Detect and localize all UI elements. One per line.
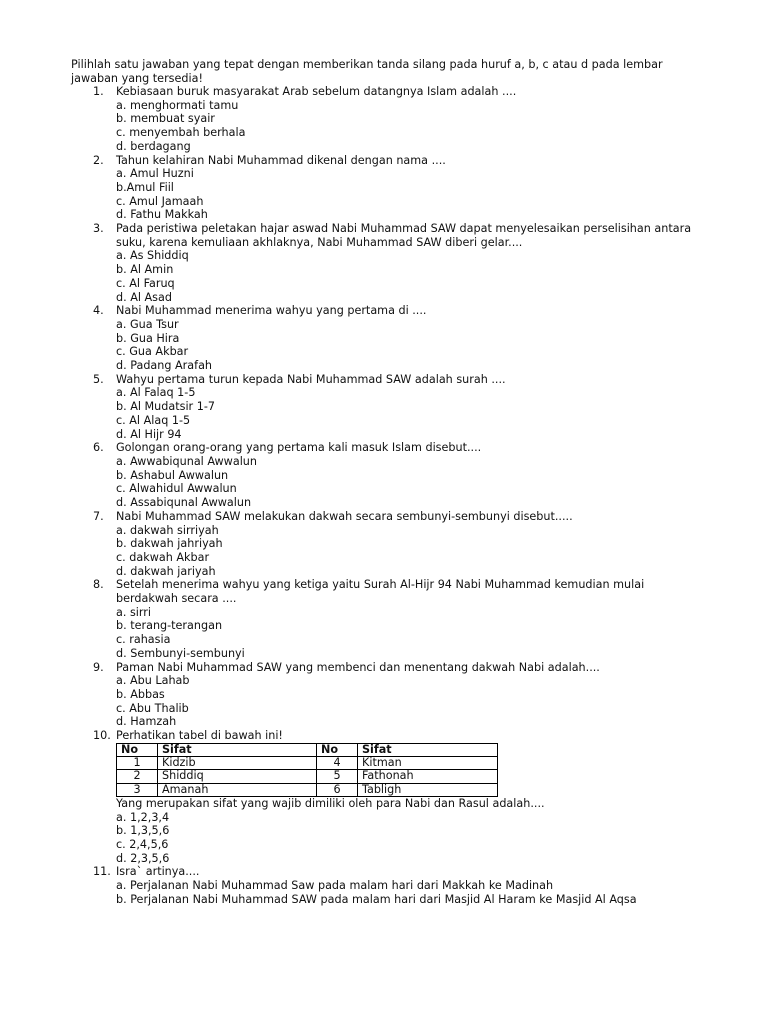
question-10 [71,729,696,865]
option-d: d. Al Hijr 94 [116,427,182,441]
table-row [117,770,498,783]
question-9 [71,661,696,730]
table-header: No [117,743,158,756]
option-a: a. As Shiddiq [116,249,189,263]
question-number: 3. [93,222,104,236]
option-b: b. membuat syair [116,112,215,126]
table-cell: 1 [117,757,158,770]
question-text: Golongan orang-orang yang pertama kali masuk Islam disebut.... [116,441,482,455]
option-a: a. 1,2,3,4 [116,810,170,824]
table-cell: Kidzib [158,757,317,770]
option-c: c. Amul Jamaah [116,194,204,208]
option-b: b. Ashabul Awwalun [116,468,229,482]
question-number: 6. [93,441,104,455]
question-4 [71,304,696,373]
option-b: b. Abbas [116,687,165,701]
option-d: d. Sembunyi-sembunyi [116,646,245,660]
table-row [117,757,498,770]
option-a: a. Amul Huzni [116,167,194,181]
table-cell: 3 [117,783,158,796]
question-list [71,85,696,907]
question-number: 8. [93,578,104,592]
table-cell: Tabligh [358,783,498,796]
table-cell: Shiddiq [158,770,317,783]
question-number: 10. [93,729,111,743]
question-text: Tahun kelahiran Nabi Muhammad dikenal dengan nama .... [116,153,446,167]
table-cell: 4 [317,757,358,770]
question-text: Wahyu pertama turun kepada Nabi Muhammad SAW adalah surah .... [116,372,506,386]
question-number: 5. [93,372,104,386]
option-b: b. Gua Hira [116,331,180,345]
option-a: a. Perjalanan Nabi Muhammad Saw pada malam hari dari Makkah ke Madinah [116,879,554,893]
option-a: a. menghormati tamu [116,98,239,112]
question-1 [71,85,696,154]
option-c: c. dakwah Akbar [116,550,210,564]
question-text: Nabi Muhammad menerima wahyu yang pertama di .... [116,304,427,318]
option-b: b. Al Mudatsir 1-7 [116,400,215,414]
option-b: b. dakwah jahriyah [116,537,223,551]
table-cell: 5 [317,770,358,783]
question-number: 7. [93,509,104,523]
option-d: d. Padang Arafah [116,359,213,373]
option-c: c. Gua Akbar [116,345,189,359]
option-d: d. Hamzah [116,715,177,729]
option-b: b. terang-terangan [116,619,223,633]
question-followup-text: Yang merupakan sifat yang wajib dimiliki oleh para Nabi dan Rasul adalah.... [116,796,545,810]
table-cell: Kitman [358,757,498,770]
option-a: a. Abu Lahab [116,674,190,688]
question-text: Isra` artinya.... [116,865,200,879]
question-text: Kebiasaan buruk masyarakat Arab sebelum datangnya Islam adalah .... [116,85,517,98]
question-2 [71,154,696,223]
table-header: Sifat [358,743,498,756]
table-cell: 6 [317,783,358,796]
option-d: d. 2,3,5,6 [116,851,170,865]
table-header: Sifat [158,743,317,756]
option-a: a. Awwabiqunal Awwalun [116,454,257,468]
question-text: Paman Nabi Muhammad SAW yang membenci dan menentang dakwah Nabi adalah.... [116,660,600,674]
instructions: Pilihlah satu jawaban yang tepat dengan memberikan tanda silang pada huruf a, b, c atau d pada lembar jawaban yang tersedia! [71,58,663,85]
option-c: c. menyembah berhala [116,126,246,140]
option-b: b. 1,3,5,6 [116,824,170,838]
option-c: c. Alwahidul Awwalun [116,482,237,496]
question-number: 9. [93,660,104,674]
question-number: 11. [93,865,111,879]
option-b: b. Al Amin [116,263,174,277]
option-a: a. sirri [116,605,152,619]
question-5 [71,373,696,442]
option-c: c. 2,4,5,6 [116,838,169,852]
question-11 [71,865,696,906]
table-header-row [117,743,498,756]
table-cell: Amanah [158,783,317,796]
option-a: a. Gua Tsur [116,317,179,331]
option-d: d. Al Asad [116,290,172,304]
table-row [117,783,498,796]
table-cell: Fathonah [358,770,498,783]
table-cell: 2 [117,770,158,783]
option-b: b. Perjalanan Nabi Muhammad SAW pada malam hari dari Masjid Al Haram ke Masjid Al Aqsa [116,892,637,906]
question-3 [71,222,696,304]
question-text: Pada peristiwa peletakan hajar aswad Nabi Muhammad SAW dapat menyelesaikan perselisihan antara suku, karena kemuliaan akhlaknya, Nabi Muhammad SAW diberi gelar.... [116,222,692,249]
option-a: a. dakwah sirriyah [116,523,219,537]
sifat-table [116,743,498,797]
option-d: d. berdagang [116,139,191,153]
option-c: c. rahasia [116,633,171,647]
option-c: c. Al Faruq [116,276,175,290]
question-text: Nabi Muhammad SAW melakukan dakwah secara sembunyi-sembunyi disebut..... [116,509,573,523]
table-header: No [317,743,358,756]
option-d: d. Assabiqunal Awwalun [116,496,252,510]
question-7 [71,510,696,579]
option-a: a. Al Falaq 1-5 [116,386,196,400]
option-c: c. Al Alaq 1-5 [116,413,191,427]
option-c: c. Abu Thalib [116,701,189,715]
option-d: d. Fathu Makkah [116,208,208,222]
question-text: Setelah menerima wahyu yang ketiga yaitu Surah Al-Hijr 94 Nabi Muhammad kemudian mulai berdakwah secara .... [116,578,645,606]
question-number: 2. [93,153,104,167]
question-number: 4. [93,304,104,318]
question-number: 1. [93,85,104,98]
option-b: b.Amul Fiil [116,180,174,194]
question-6 [71,441,696,510]
question-text: Perhatikan tabel di bawah ini! [116,729,283,743]
question-8 [71,578,696,660]
option-d: d. dakwah jariyah [116,564,216,578]
